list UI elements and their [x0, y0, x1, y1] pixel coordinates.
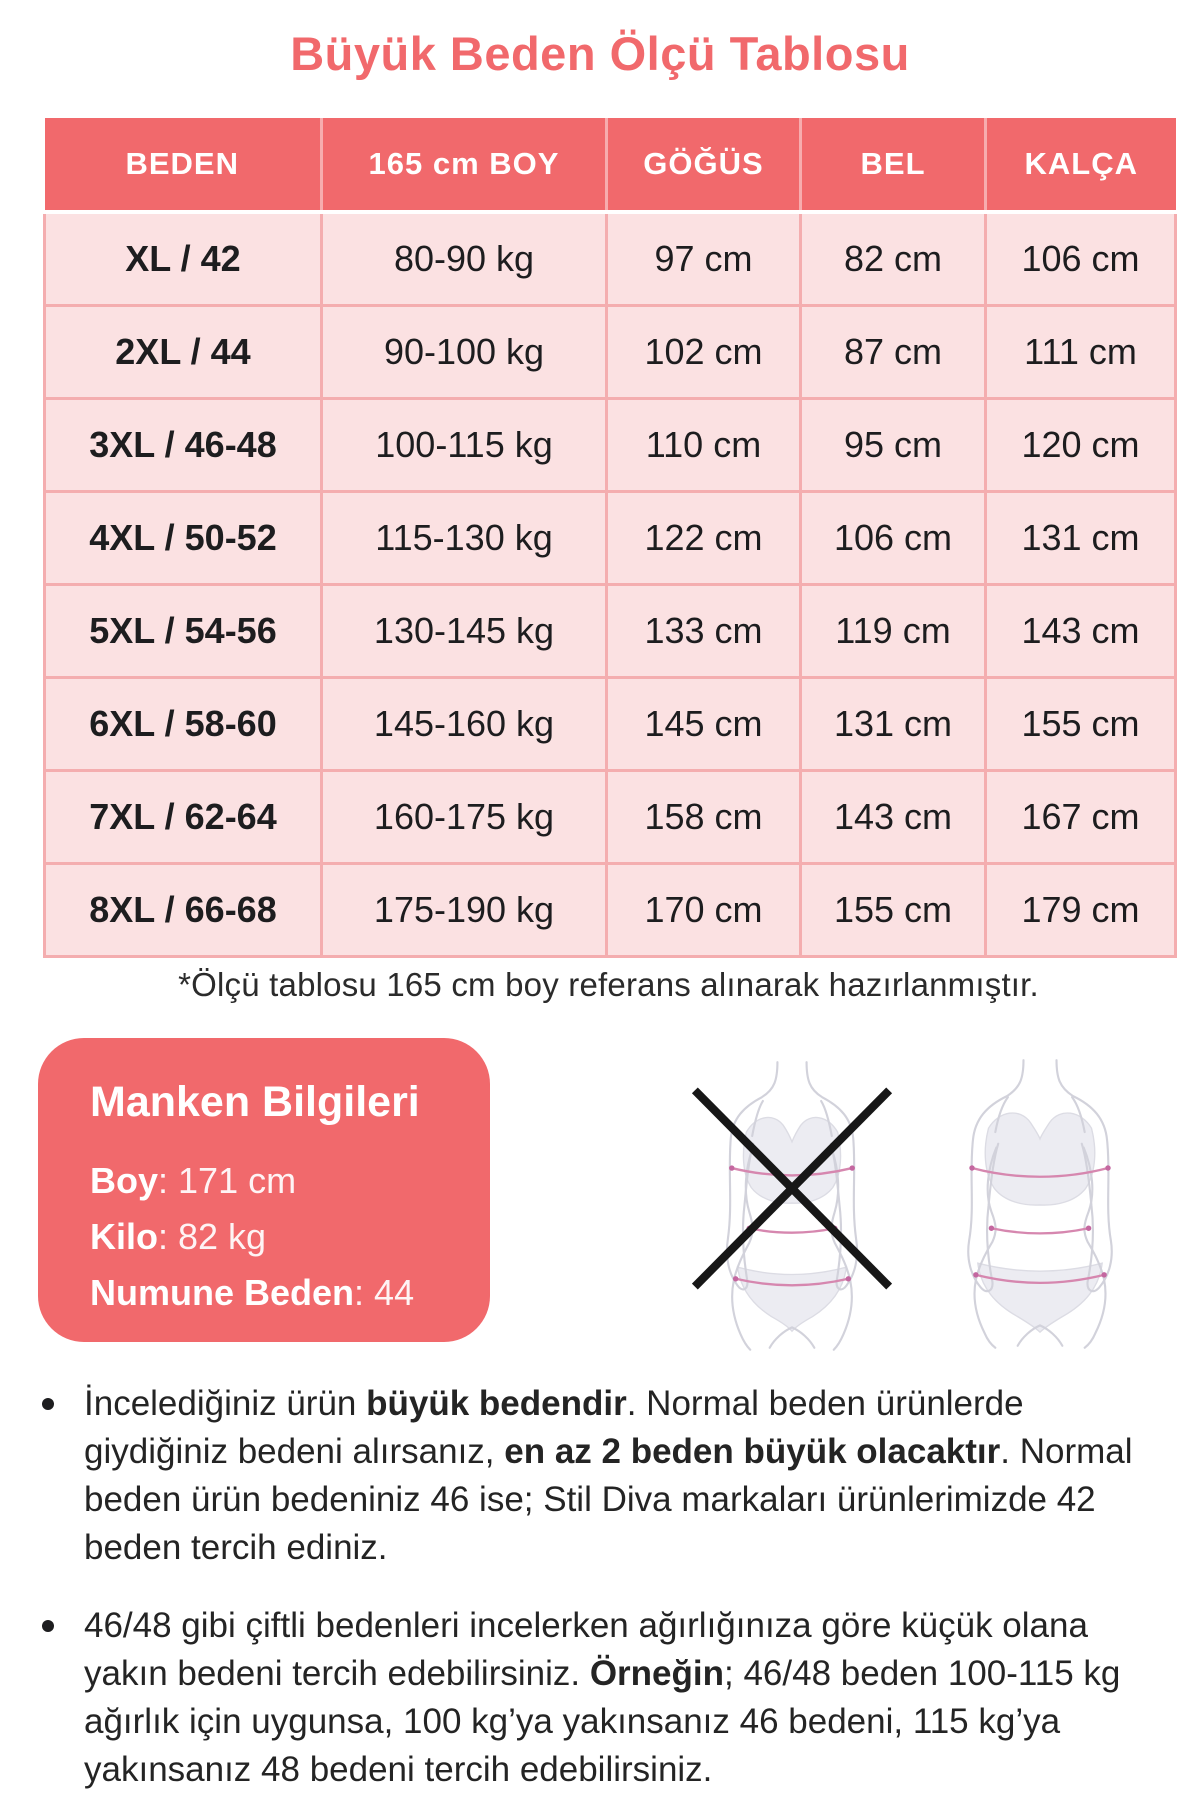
x-mark-icon [695, 1090, 889, 1286]
model-info-title: Manken Bilgileri [90, 1078, 420, 1126]
note-text: 46/48 gibi çiftli bedenleri incelerken ağırlığınıza göre küçük olana yakın bedeni tercih edebilirsiniz. Örneğin; 46/48 beden 100-115 kg ağırlık için uygunsa, 100 kg’ya yakınsanız 46 bedeni, 115 kg’ya yakınsanız 48 bedeni tercih edebilirsiniz. [84, 1606, 1121, 1789]
weight-cell: 160-175 kg [322, 770, 607, 863]
weight-cell: 145-160 kg [322, 677, 607, 770]
hip-cell: 111 cm [986, 305, 1176, 398]
page-title: Büyük Beden Ölçü Tablosu [290, 27, 910, 80]
waist-cell: 87 cm [801, 305, 986, 398]
model-weight-line: Kilo: 82 kg [90, 1216, 267, 1257]
model-weight-value: 82 kg [178, 1216, 267, 1257]
waist-cell: 143 cm [801, 770, 986, 863]
model-height-line: Boy: 171 cm [90, 1160, 297, 1201]
weight-cell: 90-100 kg [322, 305, 607, 398]
note-item [42, 1380, 1170, 1572]
hip-cell: 155 cm [986, 677, 1176, 770]
weight-cell: 115-130 kg [322, 491, 607, 584]
size-cell: 6XL / 58-60 [45, 677, 322, 770]
panty-shape [978, 1263, 1102, 1332]
chest-cell: 122 cm [607, 491, 801, 584]
model-height-label: Boy [90, 1160, 159, 1201]
hip-cell: 131 cm [986, 491, 1176, 584]
chest-cell: 133 cm [607, 584, 801, 677]
chest-cell: 145 cm [607, 677, 801, 770]
bra-shape [985, 1113, 1095, 1205]
note-item [42, 1602, 1170, 1794]
table-row [45, 863, 1176, 956]
hip-cell: 106 cm [986, 212, 1176, 305]
model-sample-size-value: 44 [374, 1272, 415, 1313]
size-cell: 2XL / 44 [45, 305, 322, 398]
chest-cell: 170 cm [607, 863, 801, 956]
model-info-card [38, 1038, 490, 1342]
col-header-bel: BEL [801, 118, 986, 212]
weight-cell: 175-190 kg [322, 863, 607, 956]
col-header-boy: 165 cm BOY [322, 118, 607, 212]
waist-cell: 131 cm [801, 677, 986, 770]
table-header-row [45, 118, 1176, 212]
waist-cell: 82 cm [801, 212, 986, 305]
slim-body-figure-crossed [690, 1056, 894, 1352]
table-row [45, 677, 1176, 770]
table-row [45, 770, 1176, 863]
chest-cell: 110 cm [607, 398, 801, 491]
size-cell: 4XL / 50-52 [45, 491, 322, 584]
chest-cell: 158 cm [607, 770, 801, 863]
hip-cell: 143 cm [986, 584, 1176, 677]
note-text: İncelediğiniz ürün büyük bedendir. Normal beden ürünlerde giydiğiniz bedeni alırsanız, en az 2 beden büyük olacaktır. Normal beden ürün bedeniniz 46 ise; Stil Diva markaları ürünlerimizde 42 beden tercih ediniz. [84, 1384, 1133, 1567]
size-cell: 8XL / 66-68 [45, 863, 322, 956]
size-cell: 7XL / 62-64 [45, 770, 322, 863]
col-header-gogus: GÖĞÜS [607, 118, 801, 212]
chest-cell: 97 cm [607, 212, 801, 305]
weight-cell: 80-90 kg [322, 212, 607, 305]
panty-shape [738, 1267, 847, 1331]
table-row [45, 398, 1176, 491]
table-row [45, 212, 1176, 305]
waist-cell: 106 cm [801, 491, 986, 584]
table-row [45, 305, 1176, 398]
weight-cell: 100-115 kg [322, 398, 607, 491]
waist-cell: 95 cm [801, 398, 986, 491]
notes-section [42, 1380, 1170, 1794]
plus-size-body-figure [938, 1052, 1142, 1352]
table-footnote: *Ölçü tablosu 165 cm boy referans alınarak hazırlanmıştır. [178, 966, 1039, 1003]
bullet-icon [42, 1398, 54, 1410]
model-sample-size-line: Numune Beden: 44 [90, 1272, 415, 1313]
col-header-beden: BEDEN [45, 118, 322, 212]
hip-cell: 179 cm [986, 863, 1176, 956]
bullet-icon [42, 1620, 54, 1632]
model-height-value: 171 cm [178, 1160, 297, 1201]
waist-cell: 119 cm [801, 584, 986, 677]
size-cell: 5XL / 54-56 [45, 584, 322, 677]
size-table [43, 118, 1177, 958]
hip-cell: 167 cm [986, 770, 1176, 863]
size-cell: 3XL / 46-48 [45, 398, 322, 491]
hip-cell: 120 cm [986, 398, 1176, 491]
table-row [45, 584, 1176, 677]
model-weight-label: Kilo [90, 1216, 158, 1257]
model-sample-size-label: Numune Beden [90, 1272, 355, 1313]
table-row [45, 491, 1176, 584]
size-cell: XL / 42 [45, 212, 322, 305]
col-header-kalca: KALÇA [986, 118, 1176, 212]
chest-cell: 102 cm [607, 305, 801, 398]
weight-cell: 130-145 kg [322, 584, 607, 677]
waist-cell: 155 cm [801, 863, 986, 956]
